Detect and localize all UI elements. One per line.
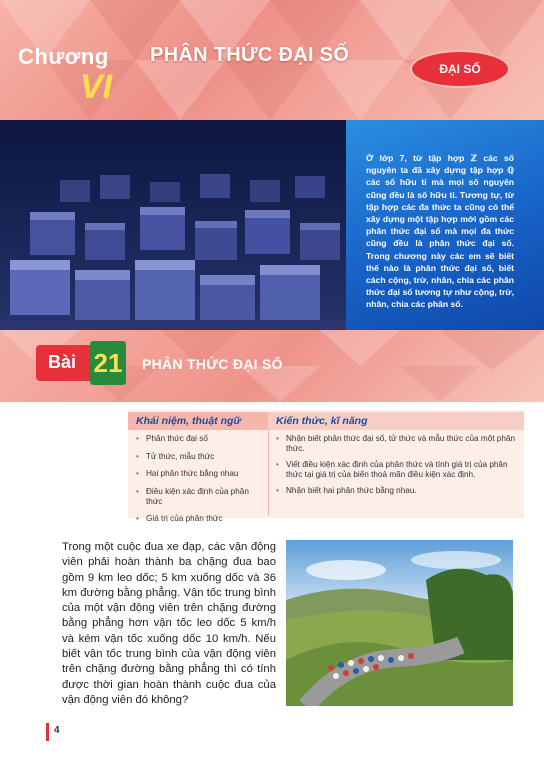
subject-badge: ĐẠI SỐ bbox=[412, 52, 508, 86]
chapter-number: VI bbox=[80, 68, 113, 106]
page-number: 4 bbox=[54, 725, 60, 736]
cubes-illustration bbox=[0, 120, 360, 345]
list-item: • Hai phân thức bằng nhau bbox=[136, 469, 262, 479]
lesson-number: 21 bbox=[90, 341, 126, 385]
lesson-label: Bài bbox=[48, 352, 77, 372]
list-item: • Giá trị của phân thức bbox=[136, 514, 262, 524]
list-item: • Điều kiện xác định của phân thức bbox=[136, 487, 262, 507]
cycling-race-image bbox=[286, 540, 513, 706]
skills-list bbox=[276, 434, 516, 502]
list-item: • Tử thức, mẫu thức bbox=[136, 452, 262, 462]
chapter-banner bbox=[0, 0, 544, 120]
list-item: • Nhận biết hai phân thức bằng nhau. bbox=[276, 486, 516, 496]
chapter-intro: Ở lớp 7, từ tập hợp ℤ các số nguyên ta đã xây dựng tập hợp ℚ các số hữu tỉ mà mọi số nguyên cũng đều là số hữu tỉ. Tương tự, từ tập hợp các đa thức ta cũng có thể xây dựng một tập hợp mới gồm các phân thức đại số mà mọi đa thức cũng đều là phân thức đại số. Trong chương này các em sẽ biết thế nào là phân thức đại số, biết cách cộng, trừ, nhân, chia các phân thức đại số tương tự như cộng, trừ, nhân, chia các phân số. bbox=[366, 153, 514, 310]
table-divider bbox=[268, 430, 269, 516]
list-item: • Nhận biết phân thức đại số, tử thức và mẫu thức của một phân thức. bbox=[276, 434, 516, 454]
cycling-race-photo bbox=[286, 540, 513, 706]
list-item: • Viết điều kiện xác định của phân thức và tính giá trị của phân thức tại giá trị của biến thoả mãn điều kiện xác định. bbox=[276, 460, 516, 480]
lesson-title: PHÂN THỨC ĐẠI SỐ bbox=[142, 356, 283, 372]
problem-paragraph: Trong một cuộc đua xe đạp, các vận động viên phải hoàn thành ba chặng đua bao gồm 9 km leo dốc; 5 km xuống dốc và 36 km đường bằng phẳng. Vận tốc trung bình của một vận động viên trên chặng đường bằng phẳng hơn vận tốc leo dốc 5 km/h và kém vận tốc xuống dốc 10 km/h. Nếu biết vận tốc trung bình của vận động viên trên chặng đường bằng phẳng thì có tính được thời gian hoàn thành cuộc đua của vận động viên đó không? bbox=[62, 541, 276, 706]
list-item: • Phân thức đại số bbox=[136, 434, 262, 444]
chapter-title: PHÂN THỨC ĐẠI SỐ bbox=[150, 44, 350, 66]
concepts-list bbox=[136, 434, 262, 532]
page-number-marker bbox=[46, 723, 49, 741]
chapter-label: Chương bbox=[18, 44, 109, 69]
concepts-header: Khái niệm, thuật ngữ bbox=[128, 412, 268, 430]
skills-header: Kiến thức, kĩ năng bbox=[268, 412, 524, 430]
